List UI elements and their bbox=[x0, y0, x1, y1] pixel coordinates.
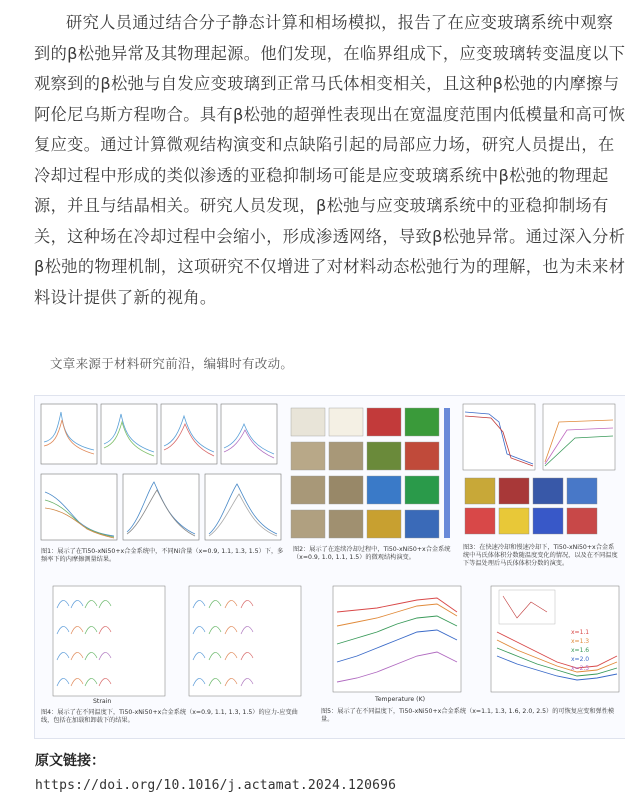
legend-entry: x=2.0 bbox=[571, 656, 590, 663]
fig5-caption: 图5：展示了在不同温度下，Ti50-xNi50+x合金系统（x=1.1, 1.3, 1.6, 2.0, 2.5）的可恢复应变和弹性模量。 bbox=[321, 708, 615, 723]
legend-entry: x=1.6 bbox=[571, 647, 590, 654]
legend-entry: x=2.5 bbox=[571, 665, 590, 672]
fig2-microstructure-grid bbox=[289, 404, 453, 544]
fig4-caption: 图4：展示了在不同温度下，Ti50-xNi50+x合金系统（x=0.9, 1.1, 1.3, 1.5）的应力-应变曲线，包括在加载和卸载下的结果。 bbox=[41, 709, 298, 724]
fig1-caption: 图1：展示了在Ti50-xNi50+x合金系统中，不同Ni含量（x=0.9, 1.1, 1.3, 1.5）下，多频率下的内摩擦测量结果。 bbox=[41, 548, 284, 563]
fig3-caption: 图3：在快速冷却和慢速冷却下，Ti50-xNi50+x合金系统中马氏体体积分数随温度变化的情况，以及在不同温度下等温处理后马氏体体积分数的演变。 bbox=[463, 544, 618, 567]
fig2-caption: 图2：展示了在连续冷却过程中，Ti50-xNi50+x合金系统（x=0.9, 1.0, 1.1, 1.5）的微观结构演变。 bbox=[293, 546, 451, 561]
fig5-axis-temperature: Temperature (K) bbox=[375, 696, 426, 703]
fig1-internal-friction-plots bbox=[39, 402, 285, 548]
legend-entry: x=1.1 bbox=[571, 629, 590, 636]
fig4-stress-strain-curves bbox=[39, 584, 309, 704]
fig3-martensite-fraction-plots bbox=[459, 402, 621, 542]
article-paragraph: 研究人员通过结合分子静态计算和相场模拟，报告了在应变玻璃系统中观察到的β松弛异常及其物理起源。他们发现，在临界组成下，应变玻璃转变温度以下观察到的β松弛与自发应变玻璃到正常马氏体相变相关，且这种β松弛的内摩擦与阿伦尼乌斯方程吻合。具有β松弛的超弹性表现出在宽温度范围内低模量和高可恢复应变。通过计算微观结构演变和点缺陷引起的局部应力场，研究人员提出，在冷却过程中形成的类似渗透的亚稳抑制场可能是应变玻璃系统中β松弛的物理起源，并且与结晶相关。研究人员发现，β松弛与应变玻璃系统中的亚稳抑制场有关，这种场在冷却过程中会缩小，形成渗透网络，导致β松弛异常。通过深入分析β松弛的物理机制，这项研究不仅增进了对材料动态松弛行为的理解，也为未来材料设计提供了新的视角。 bbox=[34, 13, 625, 307]
fig5-legend bbox=[571, 628, 589, 673]
link-label: 原文链接： bbox=[35, 753, 105, 769]
source-note: 文章来源于材料研究前沿，编辑时有改动。 bbox=[50, 356, 294, 371]
doi-link[interactable]: https://doi.org/10.1016/j.actamat.2024.120696 bbox=[35, 778, 397, 793]
composite-figure bbox=[34, 395, 625, 739]
legend-entry: x=1.3 bbox=[571, 638, 590, 645]
fig4-axis-strain: Strain bbox=[93, 698, 112, 705]
